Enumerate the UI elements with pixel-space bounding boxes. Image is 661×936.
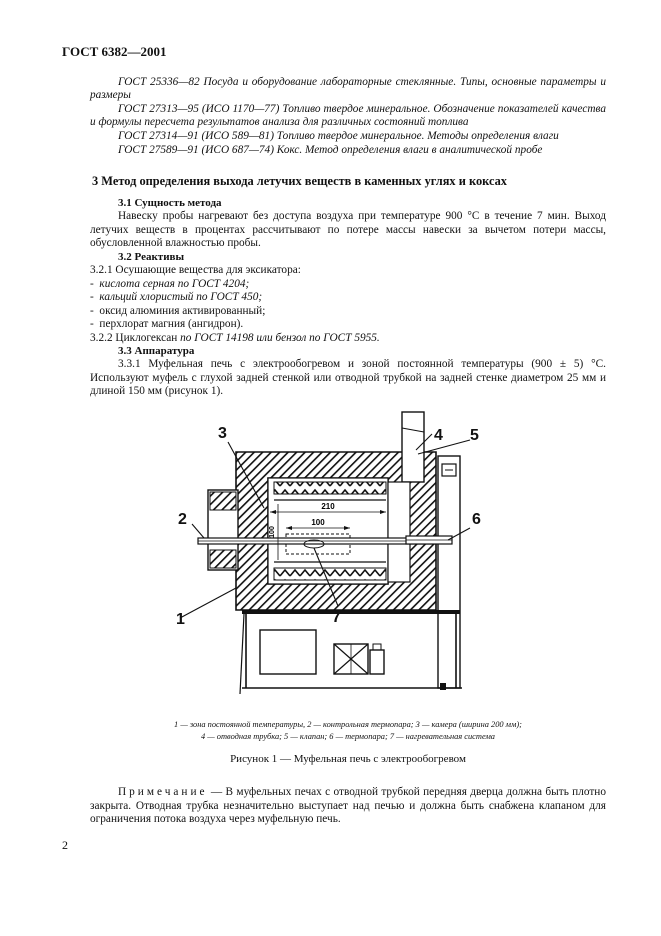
reference-gost-27589: ГОСТ 27589—91 (ИСО 687—74) Кокс. Метод определения влаги в аналитической пробе — [118, 144, 543, 156]
callout-7: 7 — [332, 609, 341, 626]
dimension-210: 210 — [321, 502, 335, 511]
callout-5: 5 — [470, 427, 479, 444]
reference-gost-27314: ГОСТ 27314—91 (ИСО 589—81) Топливо твердое минеральное. Методы определения влаги — [118, 130, 559, 142]
subsection-3-1-text: Навеску пробы нагревают без доступа воздуха при температуре 900 °С в течение 7 мин. Выход летучих веществ в процентах рассчитывают по потере массы навески за вычетом потери массы, обусловленной влажностью пробы. — [90, 210, 606, 250]
subsection-3-3-title: 3.3 Аппаратура — [118, 345, 195, 357]
furnace-body — [198, 412, 452, 610]
reagent-item: - кислота серная по ГОСТ 4204; — [90, 278, 250, 290]
reagent-item: - кальций хлористый по ГОСТ 450; — [90, 291, 263, 303]
item-3-3-1-text: 3.3.1 Муфельная печь с электрообогревом и зоной постоянной температуры (900 ± 5) °С. Используют муфель с глухой задней стенкой или отводной трубкой на задней стенке диаметром 25 мм и длиной 150 мм (рисунок 1). — [90, 358, 606, 398]
reference-gost-27313: ГОСТ 27313—95 (ИСО 1170—77) Топливо твердое минеральное. Обозначение показателей качества и формулы пересчета результатов анализа для различных состояний топлива — [90, 103, 606, 129]
item-3-2-2: 3.2.2 Циклогексан по ГОСТ 14198 или бензол по ГОСТ 5955. — [90, 332, 380, 344]
figure-title: Рисунок 1 — Муфельная печь с электрообогревом — [230, 753, 466, 765]
reference-gost-25336: ГОСТ 25336—82 Посуда и оборудование лабораторные стеклянные. Типы, основные параметры и размеры — [90, 76, 606, 102]
dimension-100-horizontal: 100 — [311, 518, 325, 527]
callout-2: 2 — [178, 511, 187, 528]
section-3-title: 3 Метод определения выхода летучих веществ в каменных углях и коксах — [92, 174, 508, 188]
muffle-furnace-figure — [170, 408, 500, 710]
callout-6: 6 — [472, 511, 481, 528]
reagent-item: - оксид алюминия активированный; — [90, 305, 266, 317]
page-number: 2 — [62, 838, 68, 852]
note-text: — В муфельных печах с отводной трубкой передняя дверца должна быть плотно закрыта. Отводная трубка незначительно выступает над печью и должна быть снабжена клапаном для ограничения потока воздуха через муфельную печь. — [90, 786, 606, 826]
figure-legend-line1: 1 — зона постоянной температуры, 2 — контрольная термопара; 3 — камера (ширина 200 мм); — [174, 720, 522, 729]
item-3-2-1: 3.2.1 Осушающие вещества для эксикатора: — [90, 264, 301, 276]
page-header: ГОСТ 6382—2001 — [62, 44, 167, 59]
dimension-100-vertical: 100 — [269, 526, 276, 538]
figure-legend-line2: 4 — отводная трубка; 5 — клапан; 6 — термопара; 7 — нагревательная система — [200, 732, 495, 741]
subsection-3-1-title: 3.1 Сущность метода — [118, 197, 222, 209]
subsection-3-2-title: 3.2 Реактивы — [118, 251, 185, 263]
note-paragraph — [90, 786, 606, 827]
callout-1: 1 — [176, 611, 185, 628]
reagent-item: - перхлорат магния (ангидрон). — [90, 318, 244, 330]
callout-4: 4 — [434, 427, 443, 444]
callout-3: 3 — [218, 425, 227, 442]
note-label: Примечание — [118, 786, 208, 798]
